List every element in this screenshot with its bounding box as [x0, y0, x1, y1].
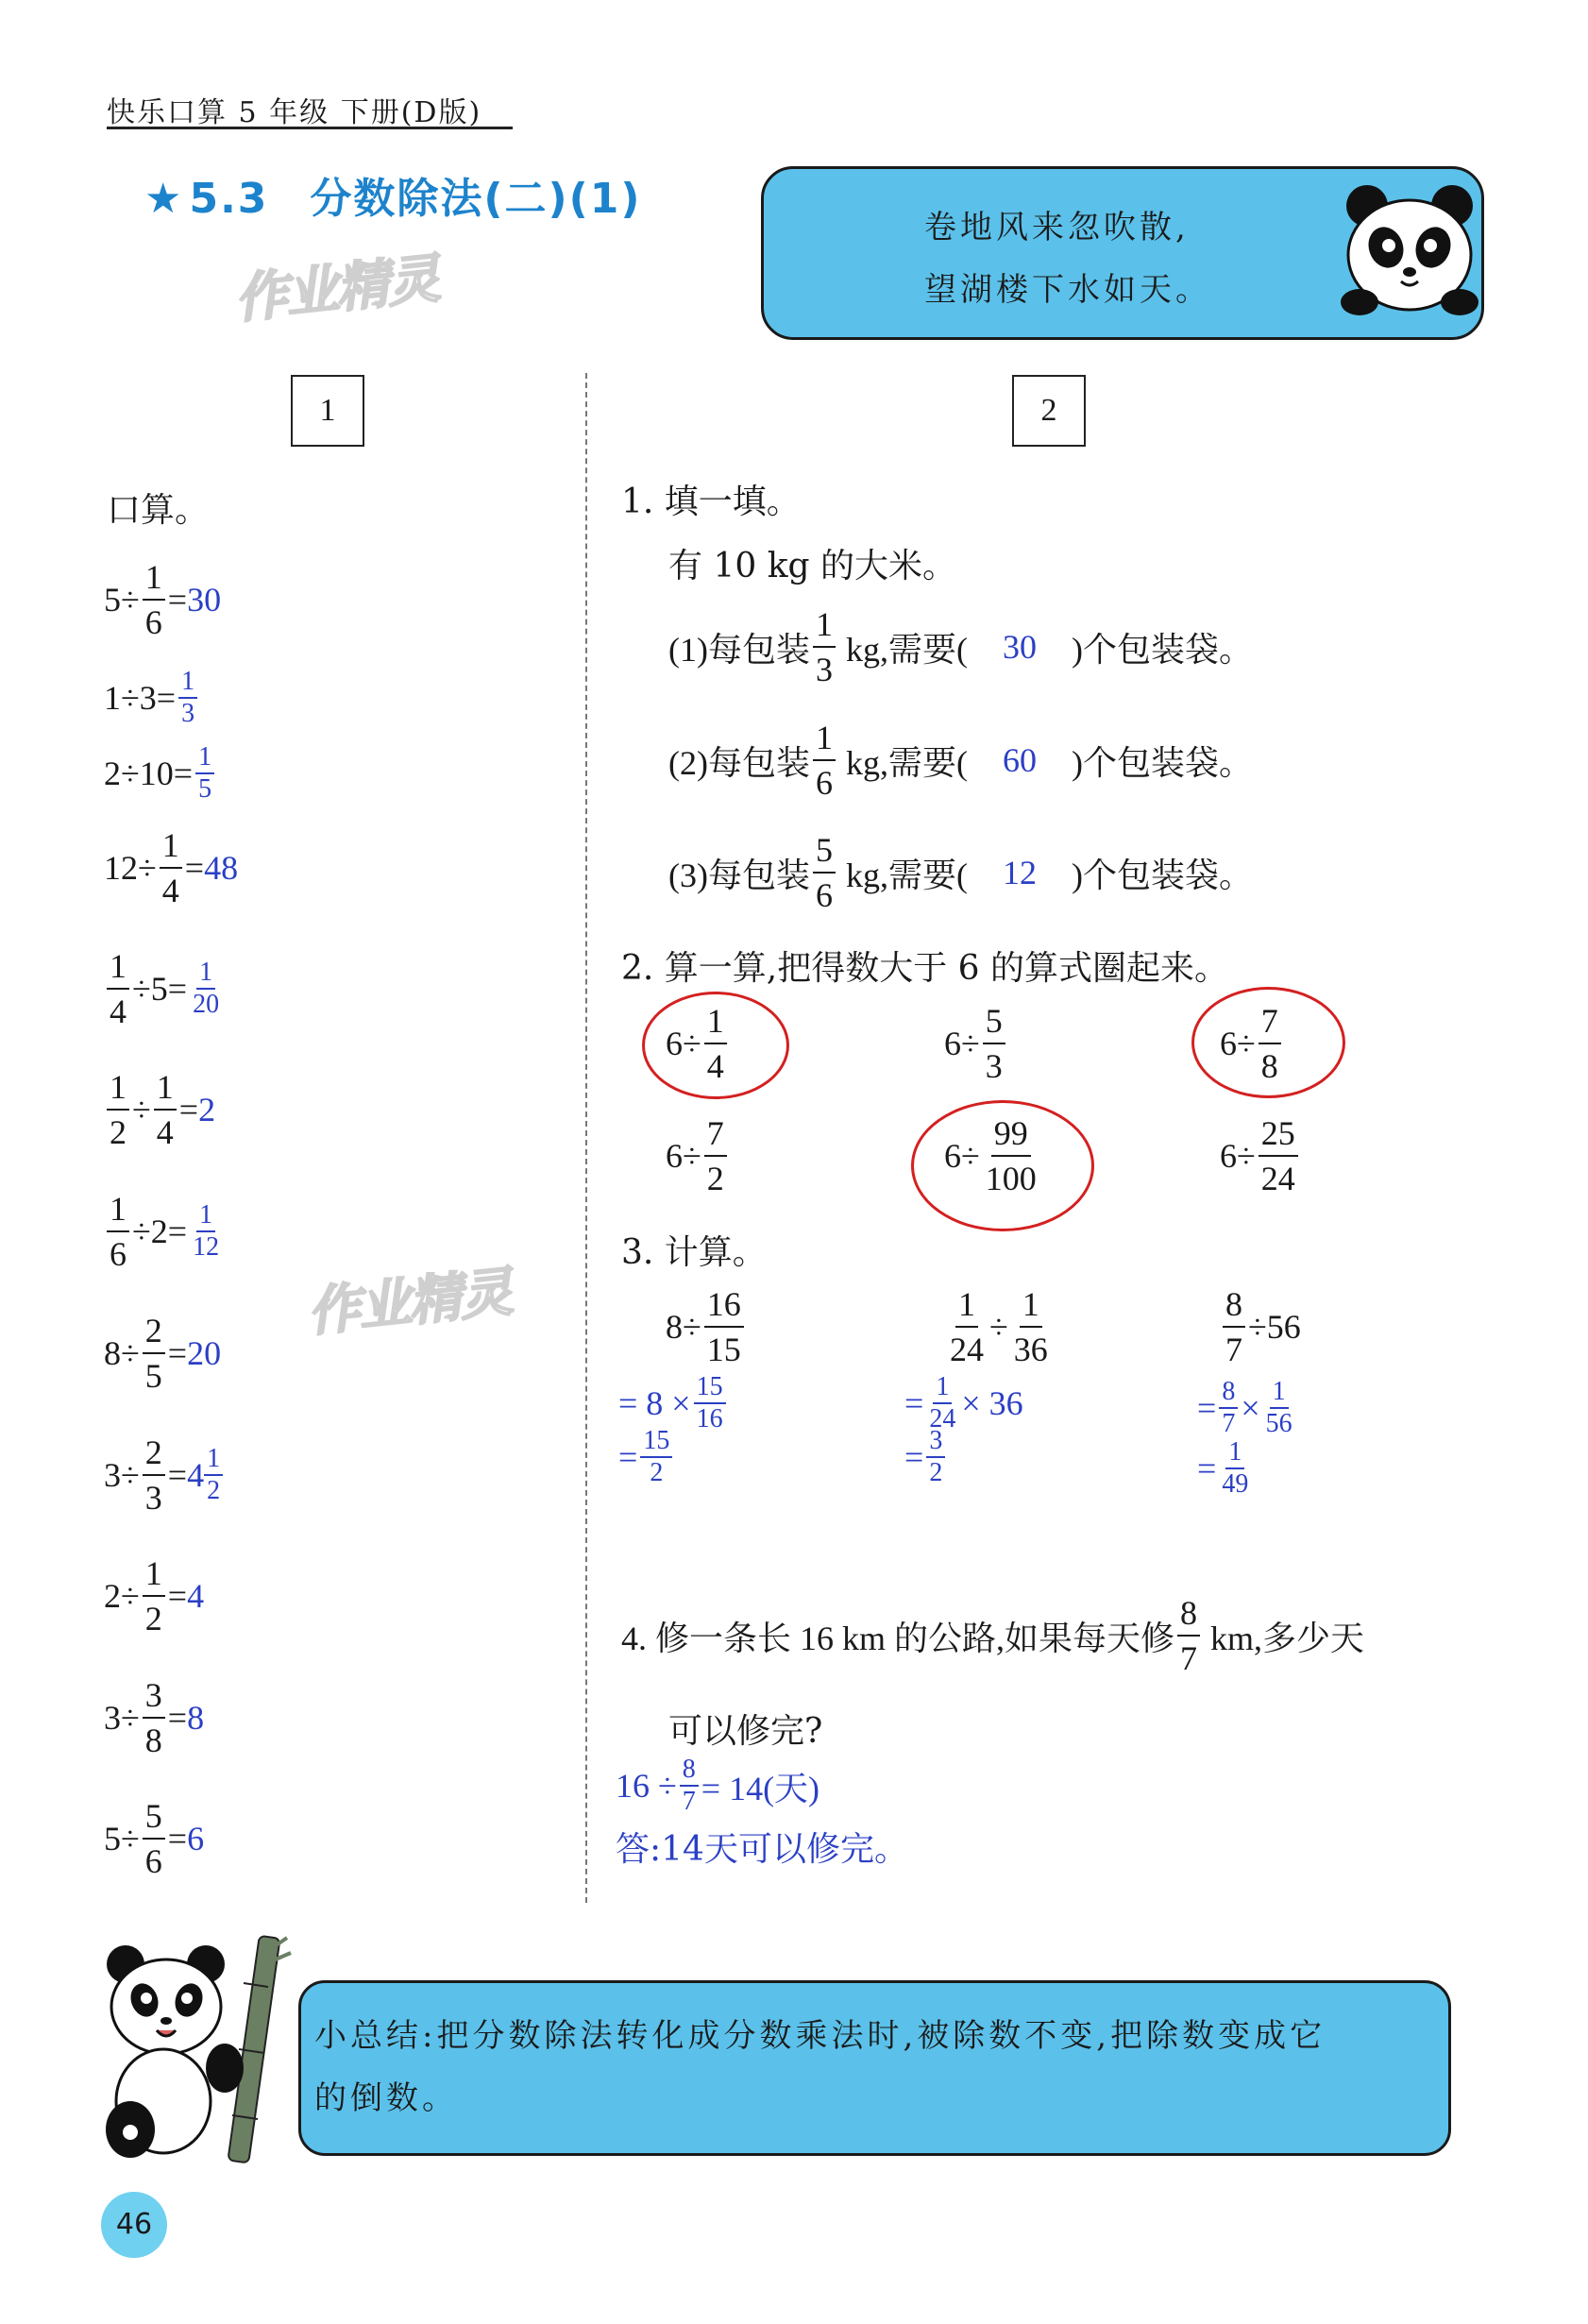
q3-step — [618, 1374, 729, 1433]
operand: 5 — [104, 1820, 121, 1858]
denominator: 24 — [929, 1404, 956, 1433]
denominator: 4 — [110, 992, 127, 1030]
q2-item — [1220, 1116, 1301, 1196]
operand: 56 — [1266, 1308, 1301, 1346]
part-suffix: )个包装袋。 — [1071, 856, 1253, 894]
operand: 5 — [104, 581, 121, 619]
equals: = — [184, 849, 205, 887]
numerator: 2 — [143, 1314, 165, 1354]
numerator: 1 — [154, 1070, 177, 1111]
q3-problem — [944, 1287, 1054, 1366]
answer-fraction — [178, 669, 197, 727]
numerator: 1 — [196, 1202, 215, 1232]
calc-item — [104, 1678, 204, 1757]
fraction — [680, 1756, 699, 1815]
summary-line-1: 小总结:把分数除法转化成分数乘法时,被除数不变,把除数变成它 — [314, 2017, 1326, 2055]
part-suffix: )个包装袋。 — [1071, 743, 1253, 782]
denominator: 3 — [815, 651, 833, 688]
denominator: 2 — [929, 1458, 943, 1487]
fraction — [704, 1287, 744, 1366]
denominator: 24 — [950, 1331, 984, 1368]
fraction — [1259, 1004, 1281, 1083]
equals: = — [1197, 1389, 1217, 1427]
answer-whole: 4 — [187, 1456, 205, 1494]
q4-question — [621, 1596, 1364, 1675]
numerator: 1 — [1225, 1439, 1244, 1469]
part-suffix: )个包装袋。 — [1071, 630, 1253, 669]
q3-step — [904, 1428, 948, 1486]
equals: = — [178, 1091, 199, 1128]
section-2-box: 2 — [1012, 375, 1086, 447]
operand: 1 — [104, 679, 121, 717]
equals: = — [167, 1577, 188, 1615]
equals: = — [167, 1456, 188, 1494]
fraction — [813, 833, 836, 912]
fraction — [926, 1428, 945, 1486]
step-tail: × 36 — [961, 1384, 1023, 1422]
column-divider — [585, 373, 587, 1903]
fraction — [704, 1116, 727, 1196]
q1-label: 1. 填一填。 — [621, 483, 801, 521]
operand: 6 — [1220, 1137, 1237, 1175]
calc-item — [104, 949, 225, 1028]
operand: 8 — [666, 1308, 683, 1346]
numerator: 1 — [178, 669, 197, 699]
operand: 12 — [104, 849, 138, 887]
numerator: 1 — [107, 1192, 129, 1232]
numerator: 1 — [195, 744, 214, 774]
denominator: 4 — [156, 1113, 174, 1151]
answer: 2 — [198, 1091, 216, 1128]
numerator: 5 — [143, 1799, 165, 1840]
denominator: 36 — [1013, 1331, 1048, 1368]
numerator: 1 — [1020, 1287, 1042, 1328]
equals: = — [904, 1438, 924, 1476]
book-title: 快乐口算 5 年级 下册(D版) — [107, 96, 482, 129]
denominator: 20 — [193, 990, 220, 1019]
answer: 12 — [1002, 854, 1037, 891]
calc-item — [104, 1070, 215, 1149]
part-prefix: (2)每包装 — [668, 743, 810, 782]
equals: = — [904, 1384, 924, 1422]
denominator: 6 — [144, 1842, 162, 1880]
denominator: 2 — [110, 1113, 127, 1151]
fraction — [1011, 1287, 1051, 1366]
numerator: 1 — [196, 959, 215, 990]
denominator: 5 — [198, 774, 212, 804]
operator: ÷ — [121, 679, 140, 717]
equals: = — [167, 1334, 188, 1372]
fraction — [694, 1374, 726, 1433]
lesson-number: 5.3 — [189, 175, 269, 223]
part-mid: kg,需要( — [845, 743, 968, 782]
fraction — [813, 607, 836, 687]
fraction — [143, 1556, 165, 1636]
numerator: 1 — [143, 560, 165, 601]
part-prefix: (3)每包装 — [668, 856, 810, 894]
step-expression: = 8 × — [618, 1384, 691, 1422]
fraction — [143, 1314, 165, 1393]
fraction — [1263, 1379, 1295, 1437]
q4-question-line2: 可以修完? — [668, 1712, 823, 1751]
calc-item — [104, 669, 200, 727]
q3-step — [618, 1428, 675, 1486]
operator: ÷ — [121, 1820, 140, 1858]
fraction — [154, 1070, 177, 1149]
denominator: 3 — [181, 699, 195, 728]
numerator: 3 — [926, 1428, 945, 1458]
denominator: 5 — [144, 1357, 162, 1395]
answer: 30 — [187, 581, 222, 619]
q2-label: 2. 算一算,把得数大于 6 的算式圈起来。 — [621, 949, 1229, 988]
lesson-title — [144, 164, 641, 225]
equals: = — [618, 1438, 638, 1476]
section-1-box: 1 — [291, 375, 364, 447]
operator: ÷ — [121, 1456, 140, 1494]
q3-step — [1197, 1379, 1298, 1437]
denominator: 7 — [682, 1787, 696, 1816]
equals: = — [167, 1699, 188, 1737]
operand: 3 — [139, 679, 157, 717]
equals: = — [1197, 1450, 1217, 1487]
q4-answer: 答:14天可以修完。 — [616, 1830, 908, 1869]
calc-item — [104, 560, 221, 639]
answer: 30 — [1002, 628, 1037, 666]
q3-label: 3. 计算。 — [621, 1233, 767, 1272]
denominator: 2 — [706, 1160, 724, 1197]
q2-item — [666, 1004, 730, 1083]
part-mid: kg,需要( — [845, 856, 968, 894]
q1-part — [668, 833, 1253, 912]
fraction — [143, 1678, 165, 1757]
denominator: 4 — [706, 1047, 724, 1085]
answer-fraction — [190, 959, 222, 1018]
question-text: km,多少天 — [1210, 1619, 1365, 1657]
numerator: 25 — [1259, 1116, 1298, 1157]
times: × — [1241, 1389, 1260, 1427]
poem-line-1: 卷地风来忽吹散, — [924, 209, 1190, 246]
operator: ÷ — [1237, 1025, 1256, 1062]
fraction — [160, 828, 182, 908]
operator: ÷ — [132, 970, 151, 1008]
numerator: 1 — [143, 1556, 165, 1597]
denominator: 3 — [144, 1479, 162, 1517]
operator: ÷ — [121, 1577, 140, 1615]
denominator: 100 — [985, 1160, 1037, 1197]
denominator: 7 — [1180, 1639, 1198, 1677]
fraction — [107, 1070, 129, 1149]
denominator: 6 — [144, 603, 162, 641]
fraction — [107, 1192, 129, 1271]
operator: ÷ — [961, 1025, 980, 1062]
denominator: 56 — [1265, 1409, 1292, 1438]
numerator: 8 — [1219, 1379, 1238, 1409]
fraction — [640, 1428, 672, 1486]
solution-text: = 14(天) — [701, 1769, 820, 1807]
denominator: 7 — [1222, 1409, 1236, 1438]
denominator: 8 — [1260, 1047, 1278, 1085]
denominator: 6 — [815, 764, 833, 802]
part-prefix: (1)每包装 — [668, 630, 810, 669]
summary-box — [298, 1980, 1451, 2156]
numerator: 1 — [107, 1070, 129, 1111]
q1-part — [668, 721, 1253, 800]
fraction — [1259, 1116, 1298, 1196]
answer: 8 — [187, 1699, 205, 1737]
numerator: 7 — [1259, 1004, 1281, 1044]
numerator: 5 — [983, 1004, 1005, 1044]
q3-step — [1197, 1439, 1254, 1498]
q3-problem — [1220, 1287, 1301, 1366]
operand: 2 — [104, 755, 121, 792]
question-text: 4. 修一条长 16 km 的公路,如果每天修 — [621, 1619, 1175, 1657]
operand: 6 — [666, 1137, 683, 1175]
q1-part — [668, 607, 1253, 687]
numerator: 7 — [704, 1116, 727, 1157]
operator: ÷ — [683, 1025, 701, 1062]
fraction — [107, 949, 129, 1028]
numerator: 15 — [694, 1374, 726, 1404]
denominator: 4 — [161, 872, 179, 909]
calc-item — [104, 1556, 204, 1636]
calc-item — [104, 1435, 226, 1515]
fraction — [704, 1004, 727, 1083]
fraction — [983, 1004, 1005, 1083]
answer-fraction — [204, 1446, 223, 1504]
fraction — [143, 560, 165, 639]
denominator: 2 — [144, 1600, 162, 1637]
solution-text: 16 ÷ — [616, 1767, 677, 1805]
operator: ÷ — [1237, 1137, 1256, 1175]
calc-item — [104, 828, 238, 908]
operand: 2 — [104, 1577, 121, 1615]
numerator: 1 — [704, 1004, 727, 1044]
answer-fraction — [195, 744, 214, 803]
equals: = — [167, 581, 188, 619]
equals: = — [167, 1213, 188, 1250]
q2-item — [944, 1004, 1008, 1083]
denominator: 8 — [144, 1722, 162, 1759]
answer: 48 — [204, 849, 239, 887]
denominator: 24 — [1260, 1160, 1295, 1197]
operator: ÷ — [683, 1308, 701, 1346]
answer: 6 — [187, 1820, 205, 1858]
operand: 3 — [104, 1699, 121, 1737]
denominator: 2 — [207, 1476, 221, 1505]
numerator: 1 — [813, 721, 836, 761]
operand: 3 — [104, 1456, 121, 1494]
operand: 6 — [944, 1137, 961, 1175]
operand: 10 — [139, 755, 174, 792]
numerator: 1 — [955, 1287, 978, 1328]
operand: 6 — [666, 1025, 683, 1062]
numerator: 1 — [813, 607, 836, 648]
fraction — [1219, 1379, 1238, 1437]
operator: ÷ — [132, 1213, 151, 1250]
operator: ÷ — [989, 1308, 1008, 1346]
numerator: 1 — [160, 828, 182, 869]
operator: ÷ — [132, 1091, 151, 1128]
numerator: 8 — [680, 1756, 699, 1787]
operand: 6 — [1220, 1025, 1237, 1062]
numerator: 8 — [1177, 1596, 1200, 1637]
denominator: 3 — [985, 1047, 1003, 1085]
fraction — [1219, 1439, 1251, 1498]
q2-item — [666, 1116, 730, 1196]
denominator: 15 — [706, 1331, 741, 1368]
panda-bamboo-icon — [102, 1926, 305, 2172]
numerator: 3 — [143, 1678, 165, 1719]
numerator: 1 — [1270, 1379, 1289, 1409]
fraction — [143, 1435, 165, 1515]
operand: 5 — [150, 970, 168, 1008]
header-underline — [107, 127, 513, 129]
operator: ÷ — [121, 581, 140, 619]
numerator: 15 — [640, 1428, 672, 1458]
calc-item — [104, 1192, 225, 1271]
numerator: 8 — [1223, 1287, 1245, 1328]
q3-step — [904, 1374, 1023, 1433]
operand: 2 — [150, 1213, 168, 1250]
denominator: 6 — [110, 1235, 127, 1273]
poem-line-2: 望湖楼下水如天。 — [924, 271, 1211, 309]
equals: = — [156, 679, 177, 717]
watermark: 作业精灵 — [304, 1261, 515, 1345]
fraction — [1177, 1596, 1200, 1675]
calc-item — [104, 1314, 221, 1393]
numerator: 1 — [107, 949, 129, 990]
denominator: 16 — [696, 1404, 723, 1433]
fraction — [947, 1287, 987, 1366]
answer: 20 — [187, 1334, 222, 1372]
operator: ÷ — [683, 1137, 701, 1175]
denominator: 2 — [650, 1458, 664, 1487]
numerator: 5 — [813, 833, 836, 874]
operator: ÷ — [121, 1334, 140, 1372]
star-icon: ★ — [144, 175, 184, 223]
watermark: 作业精灵 — [231, 247, 442, 331]
operator: ÷ — [1248, 1308, 1267, 1346]
fraction — [983, 1116, 1039, 1196]
answer: 60 — [1002, 741, 1037, 779]
q2-item — [944, 1116, 1042, 1196]
numerator: 2 — [143, 1435, 165, 1476]
denominator: 7 — [1225, 1331, 1242, 1368]
operator: ÷ — [961, 1137, 980, 1175]
numerator: 99 — [991, 1116, 1031, 1157]
fraction — [1223, 1287, 1245, 1366]
panda-face-icon — [1339, 179, 1480, 321]
q2-item — [1220, 1004, 1284, 1083]
q4-solution — [616, 1756, 819, 1815]
fraction — [813, 721, 836, 800]
page-number: 46 — [101, 2192, 167, 2258]
fraction — [143, 1799, 165, 1878]
denominator: 6 — [815, 876, 833, 914]
denominator: 12 — [193, 1232, 220, 1262]
operator: ÷ — [138, 849, 157, 887]
denominator: 49 — [1222, 1469, 1249, 1499]
answer-fraction — [190, 1202, 222, 1261]
calc-item — [104, 744, 217, 803]
q3-problem — [666, 1287, 747, 1366]
equals: = — [167, 1820, 188, 1858]
fraction — [926, 1374, 958, 1433]
equals: = — [173, 755, 194, 792]
calc-item — [104, 1799, 204, 1878]
lesson-name: 分数除法(二)(1) — [310, 175, 642, 223]
equals: = — [167, 970, 188, 1008]
operand: 8 — [104, 1334, 121, 1372]
numerator: 1 — [933, 1374, 952, 1404]
operator: ÷ — [121, 1699, 140, 1737]
operator: ÷ — [121, 755, 140, 792]
oral-calc-heading: 口算。 — [107, 491, 210, 530]
q1-intro: 有 10 kg 的大米。 — [668, 547, 956, 585]
numerator: 16 — [704, 1287, 744, 1328]
answer: 4 — [187, 1577, 205, 1615]
operand: 6 — [944, 1025, 961, 1062]
part-mid: kg,需要( — [845, 630, 968, 669]
numerator: 1 — [204, 1446, 223, 1476]
summary-line-2: 的倒数。 — [314, 2079, 458, 2117]
